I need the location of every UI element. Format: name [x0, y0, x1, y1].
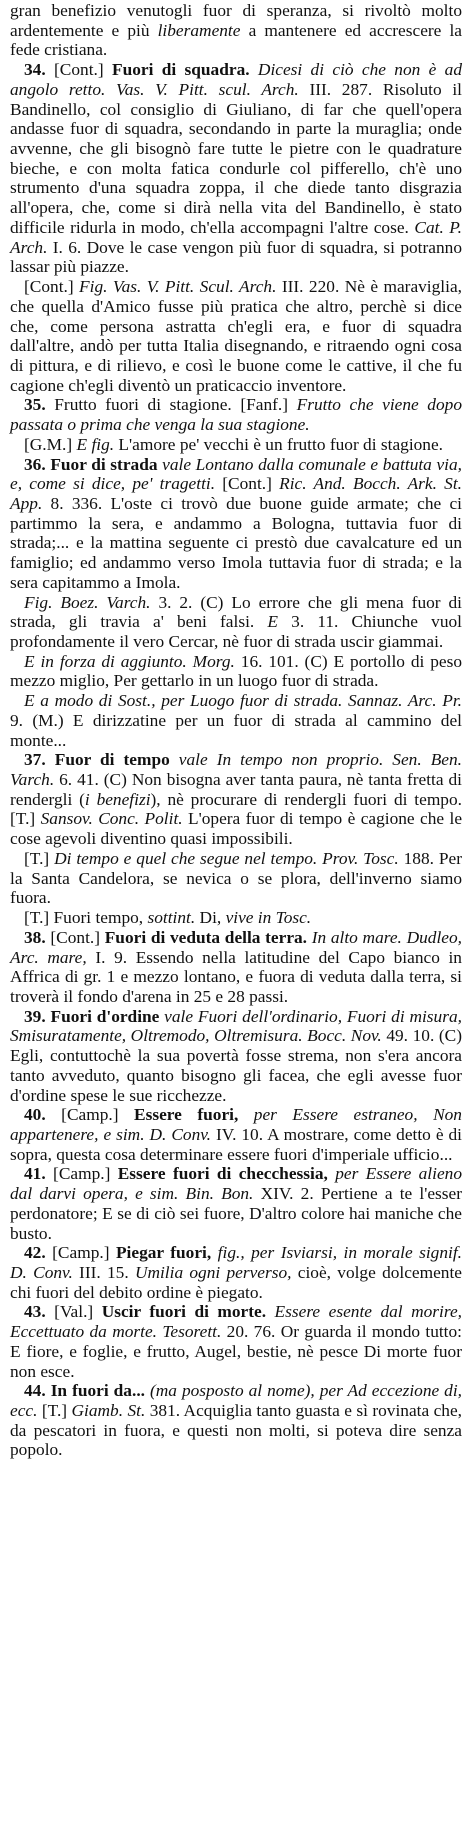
entry-headword: 37. [24, 750, 46, 770]
italic-text: per Essere estraneo, Non appartenere, e sim. D. Conv. [10, 1105, 462, 1144]
entry-headword: Essere fuori, [134, 1105, 239, 1125]
italic-text: E [267, 612, 278, 632]
body-text [46, 750, 55, 769]
italic-text: Dicesi di ciò che non è ad angolo retto. Vas. V. Pitt. scul. Arch. [10, 60, 462, 99]
italic-text: E fig. [76, 434, 115, 454]
entry-headword: Uscir fuori di morte. [101, 1302, 267, 1322]
body-text: [G.M.] [24, 434, 77, 454]
entry-headword: 36. [24, 454, 46, 474]
body-text: Frutto fuori di stagione. [Fanf.] [45, 395, 297, 415]
body-text: [Val.] [45, 1302, 102, 1322]
entry-headword: Fuori d'ordine [50, 1006, 160, 1026]
body-text: IV. 10. A mostrare, come detto è di sopra, questa cosa determinare essere fuori d'imperiale ufficio... [10, 1124, 462, 1164]
italic-text: Essere esente dal morire, Eccettuato da morte. Tesorett. [10, 1302, 463, 1342]
body-text: cioè, volge dolcemente chi fuori del debito ordine è piegato. [10, 1263, 462, 1302]
body-text: L'amore pe' vecchi è un frutto fuor di stagione. [114, 434, 444, 454]
body-text: III. 15. [72, 1263, 135, 1282]
italic-text: Fig. Vas. V. Pitt. Scul. Arch. [79, 277, 277, 297]
body-text: ), nè procurare di rendergli fuori di tempo. [T.] [10, 789, 462, 829]
body-text: a mantenere ed accrescere la fede cristiana. [10, 20, 463, 60]
entry-paragraph-p35 [10, 395, 462, 434]
body-text: 188. Per la Santa Candelora, se nevica o se plora, dell'inverno siamo fuora. [10, 848, 462, 908]
italic-text: (ma posposto al nome), per Ad eccezione di, ecc. [10, 1381, 462, 1421]
italic-text: E a modo di Sost., per Luogo fuor di strada. Sannaz. Arc. Pr. [24, 691, 462, 711]
body-text: 3. 2. (C) Lo errore che gli mena fuor di strada, gli travia a' beni falsi. [10, 592, 462, 632]
body-text: [Cont.] [24, 277, 80, 297]
entry-headword: 43. [24, 1302, 46, 1322]
entry-paragraph-p39 [10, 1007, 462, 1106]
italic-text: Fig. Boez. Varch. [24, 592, 151, 612]
italic-text: sottint. [147, 908, 196, 928]
italic-text: vale In tempo non proprio. Sen. Ben. Varch. [10, 750, 463, 790]
entry-headword: Fuor di strada [50, 454, 158, 474]
entry-paragraph-p35b [10, 435, 462, 455]
body-text: 9. (M.) E dirizzatine per un fuor di strada al cammino del monte... [10, 710, 462, 750]
entry-headword: Piegar fuori, [115, 1243, 212, 1263]
body-text: 6. 41. (C) Non bisogna aver tanta paura, nè tanta fretta di rendergli ( [10, 770, 462, 809]
italic-text: fig., per Isviarsi, in morale signif. D. Conv. [10, 1243, 463, 1282]
body-text: gran benefizio venutogli fuor di speranza, si rivoltò molto ardentemente e più [10, 1, 462, 40]
entry-headword: 42. [24, 1243, 46, 1263]
italic-text: Frutto che viene dopo passata o prima che venga la sua stagione. [10, 395, 462, 435]
entry-paragraph-p36b [10, 593, 462, 652]
body-text: 49. 10. (C) Egli, contuttochè la sua povertà fosse strema, non s'era ancora tanto avveduto, quanto bisogno gli facea, che egli avesse fuor d'ordine spese le sue ricchezze. [10, 1026, 462, 1105]
entry-paragraph-p37b [10, 849, 462, 908]
entry-paragraph-p43 [10, 1302, 462, 1381]
entry-headword: 35. [24, 395, 46, 415]
entry-headword: 39. [24, 1006, 46, 1026]
entry-paragraph-p37c [10, 908, 462, 928]
body-text: [Camp.] [45, 1243, 116, 1263]
entry-paragraph-p42 [10, 1243, 462, 1302]
italic-text: Cat. P. Arch. [10, 217, 462, 257]
body-text: 8. 336. L'oste ci trovò due buone guide armate; che ci partimmo la sera, e andammo a Bologna, tuttavia fuor di strada;... e la mattina seguente ci prestò due cavalcature ed un famiglio; ed andammo verso Imola tuttavia fuor di strada; e la sera capitammo a Imola. [10, 493, 462, 592]
body-text: 16. 101. (C) E portollo di peso mezzo miglio, Per gettarlo in un luogo fuor di strada. [10, 651, 462, 691]
italic-text: Ric. And. Bocch. Ark. St. App. [10, 474, 463, 513]
italic-text: Di tempo e quel che segue nel tempo. Prov. Tosc. [54, 848, 399, 868]
entry-paragraph-p40 [10, 1105, 462, 1164]
italic-text: per Essere alieno dal darvi opera, e sim. Bin. Bon. [10, 1164, 462, 1204]
italic-text: vive in Tosc. [225, 908, 312, 928]
body-text: Di, [195, 908, 226, 928]
entry-paragraph-p36d [10, 691, 462, 750]
entry-headword: Fuori di squadra. [111, 60, 250, 80]
body-text: [Cont.] [215, 474, 280, 494]
italic-text: Umilia ogni perverso, [134, 1263, 292, 1282]
entry-headword: Fuori di veduta della terra. [104, 927, 308, 947]
body-text: [T.] [24, 848, 55, 868]
italic-text: vale Fuori dell'ordinario, Fuori di misura, Smisuratamente, Oltremodo, Oltremisura. Bocc. Nov. [10, 1006, 462, 1046]
entry-headword: 44. [24, 1381, 46, 1401]
entry-paragraph-p0 [10, 1, 462, 60]
entry-headword: 40. [24, 1105, 46, 1125]
entry-headword: Fuor di tempo [54, 750, 170, 770]
body-text: [T.] [37, 1401, 72, 1421]
body-text: [Cont.] [45, 927, 105, 947]
entry-paragraph-p37 [10, 750, 462, 849]
body-text: I. 9. Essendo nella latitudine del Capo bianco in Affrica di gr. 1 e mezzo lontano, e fuora di veduta dalla terra, si troverà il fondo d'arena in 25 e 28 passi. [10, 947, 462, 1006]
italic-text: Giamb. St. [71, 1401, 146, 1421]
body-text: [Camp.] [45, 1105, 134, 1125]
entry-headword: 34. [24, 60, 46, 80]
italic-text: E in forza di aggiunto. Morg. [24, 651, 235, 671]
italic-text: i benefizi [84, 789, 151, 809]
entry-headword: 41. [24, 1164, 46, 1184]
entry-paragraph-p38 [10, 928, 462, 1007]
entry-paragraph-p34b [10, 277, 462, 395]
body-text: III. 287. Risoluto il Bandinello, col consiglio di Giuliano, di far che quell'opera andasse fuor di squadra, secondando in parte la muraglia; onde avvenne, che gli bisognò fare tutte le pietre con le quadrature bieche, e con molta fatica condurle col pifferello, ch'è uno strumento d'una squadra zoppa, il che diede tanto disgrazia all'opera, che, come si dirà nella vita del Bandinello, è stato difficile ridurla in modo, ch'ella accompagni l'altre cose. [10, 79, 462, 237]
italic-text: vale Lontano dalla comunale e battuta via, e, come si dice, pe' tragetti. [10, 454, 462, 494]
body-text: 3. 11. Chiunche vuol profondamente il vero Cercar, nè fuor di strada uscir giammai. [10, 612, 462, 651]
body-text: XIV. 2. Pertiene a te l'esser perdonatore; E se di ciò sei fuore, D'altro colore hai maniche che busto. [10, 1184, 462, 1243]
body-text: [T.] Fuori tempo, [24, 908, 148, 928]
italic-text: In alto mare. Dudleo, Arc. mare, [10, 927, 462, 967]
entry-headword: Essere fuori di checchessia, [117, 1164, 328, 1184]
body-text: [Cont.] [45, 60, 112, 80]
entry-paragraph-p36 [10, 455, 462, 593]
entry-paragraph-p34 [10, 60, 462, 277]
entry-paragraph-p36c [10, 652, 462, 691]
body-text: 20. 76. Or guarda il mondo tutto: E fiore, e foglie, e frutto, Augel, bestie, nè pesce Di morte fuor non esce. [10, 1322, 462, 1381]
entry-headword: 38. [24, 927, 46, 947]
entry-headword: In fuori da... [50, 1381, 145, 1401]
body-text: L'opera fuor di tempo è cagione che le cose agevoli diventino quasi impossibili. [10, 809, 463, 849]
body-text: [Camp.] [45, 1164, 118, 1184]
entry-paragraph-p41 [10, 1164, 462, 1243]
body-text: 381. Acquiglia tanto guasta e sì rovinata che, da pescatori in fuora, e questi non molti, si poteva dire senza popolo. [10, 1401, 462, 1460]
italic-text: Sansov. Conc. Polit. [40, 809, 183, 829]
body-text: I. 6. Dove le case vengon più fuor di squadra, si potranno lassar più piazze. [10, 237, 462, 277]
entry-paragraph-p44 [10, 1381, 462, 1460]
body-text: III. 220. Nè è maraviglia, che quella d'Amico fusse più pratica che altro, perchè si dice che, come persona astratta ch'egli era, e fuor di squadra dall'altre, andò per tutta Italia disegnando, e ritraendo ogni cosa di pittura, e di rilievo, e così le buone come le cattive, il che fu cagione ch'egli diventò un praticaccio inventore. [10, 277, 462, 395]
italic-text: liberamente [157, 20, 241, 40]
